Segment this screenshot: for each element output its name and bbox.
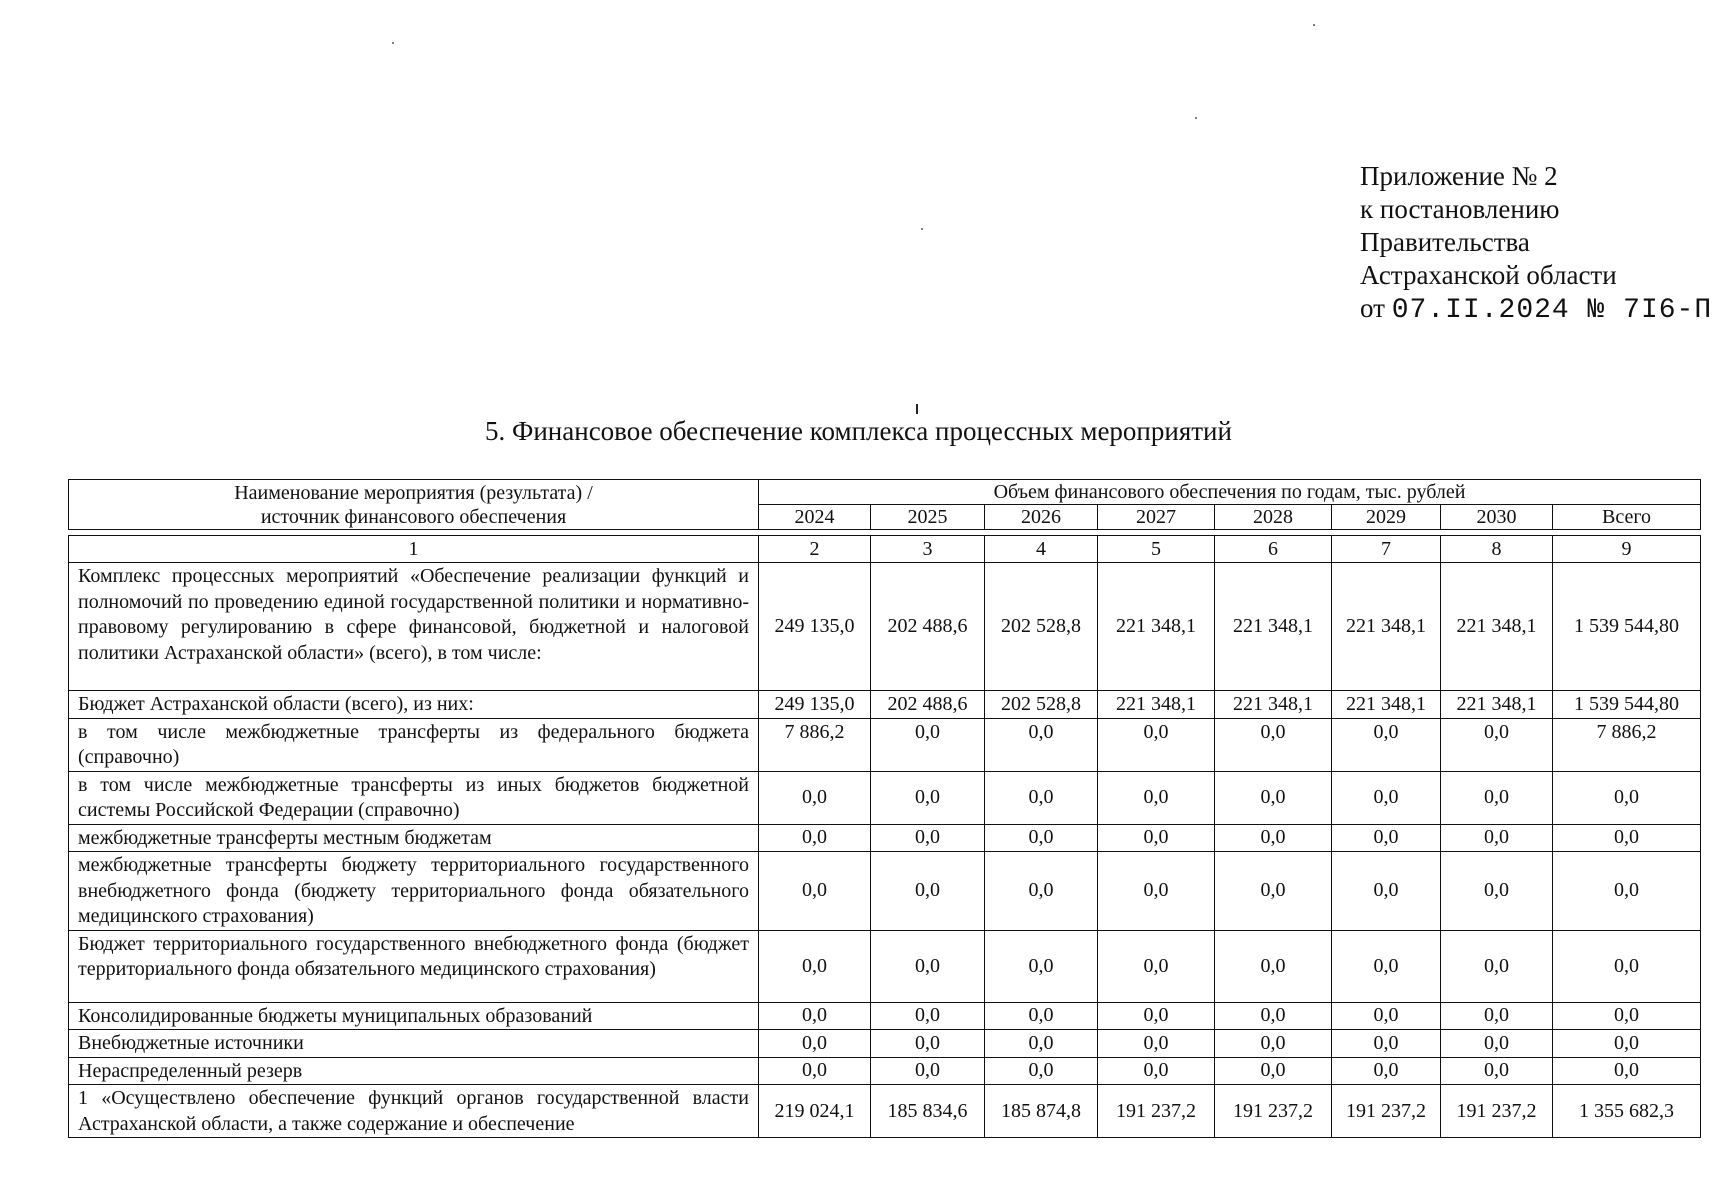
value-cell: 0,0 (1215, 718, 1332, 771)
value-cell: 0,0 (759, 930, 871, 1002)
row-name-cell: в том числе межбюджетные трансферты из иных бюджетов бюджетной системы Российской Федерации (справочно) (69, 771, 759, 824)
value-cell: 0,0 (759, 1030, 871, 1058)
value-cell: 0,0 (871, 1057, 985, 1085)
value-cell: 0,0 (871, 852, 985, 931)
column-number-cell: 5 (1098, 536, 1215, 563)
value-cell: 0,0 (1441, 930, 1553, 1002)
value-cell: 0,0 (759, 852, 871, 931)
table-row (69, 1085, 1701, 1138)
column-number-cell: 1 (69, 536, 759, 563)
scan-mark (916, 404, 918, 414)
row-name-cell: Внебюджетные источники (69, 1030, 759, 1058)
value-cell: 191 237,2 (1332, 1085, 1441, 1138)
value-cell: 0,0 (1441, 824, 1553, 852)
row-name-cell: Бюджет территориального государственного внебюджетного фонда (бюджет территориального фонда обязательного медицинского страхования) (69, 930, 759, 1002)
appendix-line-3: Правительства (1360, 227, 1530, 257)
row-name-cell: Бюджет Астраханской области (всего), из них: (69, 691, 759, 719)
value-cell: 0,0 (1553, 852, 1701, 931)
row-name-cell: Комплекс процессных мероприятий «Обеспечение реализации функций и полномочий по проведению единой государственной политики и нормативно-правовому регулированию в сфере финансовой, бюджетной и налоговой политики Астраханской области» (всего), в том числе: (69, 563, 759, 691)
scan-speck (921, 228, 923, 230)
year-header-cell: 2026 (985, 505, 1098, 530)
value-cell: 221 348,1 (1332, 563, 1441, 691)
value-cell: 0,0 (1215, 1030, 1332, 1058)
name-header-line-1: Наименование мероприятия (результата) / (234, 481, 593, 504)
value-cell: 221 348,1 (1332, 691, 1441, 719)
value-cell: 0,0 (1098, 852, 1215, 931)
value-cell: 0,0 (1215, 930, 1332, 1002)
value-cell: 0,0 (871, 718, 985, 771)
table-row (69, 718, 1701, 771)
value-cell: 0,0 (1098, 718, 1215, 771)
scan-speck (392, 42, 394, 44)
table-header (68, 479, 1701, 530)
value-cell: 202 528,8 (985, 563, 1098, 691)
row-name-cell: в том числе межбюджетные трансферты из федерального бюджета (справочно) (69, 718, 759, 771)
value-cell: 0,0 (871, 1030, 985, 1058)
column-number-row (69, 536, 1701, 563)
table-row (69, 563, 1701, 691)
value-cell: 0,0 (1553, 771, 1701, 824)
appendix-block (1360, 160, 1712, 327)
value-cell: 1 355 682,3 (1553, 1085, 1701, 1138)
year-header-cell: Всего (1553, 505, 1701, 530)
value-cell: 249 135,0 (759, 563, 871, 691)
section-title: 5. Финансовое обеспечение комплекса процессных мероприятий (485, 416, 1232, 446)
value-cell: 0,0 (1215, 1057, 1332, 1085)
value-cell: 0,0 (871, 930, 985, 1002)
row-name-cell: Консолидированные бюджеты муниципальных образований (69, 1002, 759, 1030)
value-cell: 0,0 (985, 718, 1098, 771)
value-cell: 0,0 (1215, 771, 1332, 824)
value-cell: 0,0 (985, 1002, 1098, 1030)
value-cell: 0,0 (759, 1002, 871, 1030)
value-cell: 191 237,2 (1098, 1085, 1215, 1138)
value-cell: 185 874,8 (985, 1085, 1098, 1138)
value-cell: 191 237,2 (1441, 1085, 1553, 1138)
value-cell: 221 348,1 (1441, 691, 1553, 719)
value-cell: 191 237,2 (1215, 1085, 1332, 1138)
column-number-cell: 2 (759, 536, 871, 563)
table-row (69, 1057, 1701, 1085)
volume-header: Объем финансового обеспечения по годам, тыс. рублей (759, 480, 1701, 505)
value-cell: 221 348,1 (1215, 563, 1332, 691)
value-cell: 0,0 (1332, 930, 1441, 1002)
value-cell: 0,0 (1215, 852, 1332, 931)
column-number-cell: 4 (985, 536, 1098, 563)
value-cell: 221 348,1 (1215, 691, 1332, 719)
value-cell: 185 834,6 (871, 1085, 985, 1138)
row-name-cell: межбюджетные трансферты местным бюджетам (69, 824, 759, 852)
value-cell: 0,0 (1441, 718, 1553, 771)
value-cell: 0,0 (1332, 1057, 1441, 1085)
appendix-line-2: к постановлению (1360, 194, 1560, 224)
column-number-cell: 8 (1441, 536, 1553, 563)
value-cell: 0,0 (1553, 824, 1701, 852)
value-cell: 221 348,1 (1098, 563, 1215, 691)
table-row (69, 691, 1701, 719)
value-cell: 1 539 544,80 (1553, 563, 1701, 691)
value-cell: 0,0 (1441, 1030, 1553, 1058)
year-header-cell: 2030 (1441, 505, 1553, 530)
value-cell: 219 024,1 (759, 1085, 871, 1138)
year-header-cell: 2029 (1332, 505, 1441, 530)
value-cell: 7 886,2 (1553, 718, 1701, 771)
value-cell: 0,0 (1098, 1057, 1215, 1085)
value-cell: 7 886,2 (759, 718, 871, 771)
row-name-cell: 1 «Осуществлено обеспечение функций органов государственной власти Астраханской области, а также содержание и обеспечение (69, 1085, 759, 1138)
value-cell: 0,0 (1332, 1002, 1441, 1030)
table-row (69, 852, 1701, 931)
value-cell: 221 348,1 (1441, 563, 1553, 691)
value-cell: 0,0 (1553, 930, 1701, 1002)
column-number-cell: 6 (1215, 536, 1332, 563)
appendix-line-4: Астраханской области (1360, 260, 1617, 290)
year-header-cell: 2028 (1215, 505, 1332, 530)
value-cell: 0,0 (1215, 824, 1332, 852)
value-cell: 0,0 (985, 1030, 1098, 1058)
value-cell: 0,0 (1441, 1002, 1553, 1030)
value-cell: 0,0 (1332, 718, 1441, 771)
value-cell: 0,0 (1098, 824, 1215, 852)
value-cell: 0,0 (1441, 1057, 1553, 1085)
scan-speck (1313, 24, 1315, 26)
table-row (69, 824, 1701, 852)
value-cell: 0,0 (759, 824, 871, 852)
value-cell: 0,0 (1553, 1030, 1701, 1058)
table-row (69, 771, 1701, 824)
value-cell: 0,0 (985, 771, 1098, 824)
value-cell: 0,0 (985, 930, 1098, 1002)
scan-speck (1195, 117, 1197, 119)
row-name-cell: Нераспределенный резерв (69, 1057, 759, 1085)
value-cell: 1 539 544,80 (1553, 691, 1701, 719)
value-cell: 0,0 (1098, 930, 1215, 1002)
value-cell: 0,0 (1215, 1002, 1332, 1030)
value-cell: 0,0 (871, 1002, 985, 1030)
value-cell: 202 488,6 (871, 691, 985, 719)
column-number-cell: 7 (1332, 536, 1441, 563)
value-cell: 0,0 (871, 824, 985, 852)
value-cell: 0,0 (759, 1057, 871, 1085)
value-cell: 0,0 (1441, 852, 1553, 931)
value-cell: 0,0 (1332, 824, 1441, 852)
value-cell: 0,0 (985, 824, 1098, 852)
financing-table (68, 535, 1701, 1138)
name-header-line-2: источник финансового обеспечения (260, 505, 567, 528)
value-cell: 0,0 (1441, 771, 1553, 824)
value-cell: 0,0 (1332, 771, 1441, 824)
value-cell: 0,0 (1553, 1057, 1701, 1085)
value-cell: 202 488,6 (871, 563, 985, 691)
table-row (69, 930, 1701, 1002)
table-row (69, 1030, 1701, 1058)
value-cell: 0,0 (985, 852, 1098, 931)
value-cell: 249 135,0 (759, 691, 871, 719)
value-cell: 0,0 (1098, 1002, 1215, 1030)
name-column-header (69, 480, 759, 530)
value-cell: 0,0 (1332, 852, 1441, 931)
column-number-cell: 3 (871, 536, 985, 563)
table-row (69, 1002, 1701, 1030)
appendix-line-1: Приложение № 2 (1360, 161, 1558, 191)
appendix-date-prefix: от (1360, 293, 1385, 323)
value-cell: 0,0 (985, 1057, 1098, 1085)
value-cell: 0,0 (871, 771, 985, 824)
value-cell: 202 528,8 (985, 691, 1098, 719)
year-header-cell: 2025 (871, 505, 985, 530)
value-cell: 0,0 (1332, 1030, 1441, 1058)
row-name-cell: межбюджетные трансферты бюджету территориального государственного внебюджетного фонда (бюджету территориального фонда обязательного медицинского страхования) (69, 852, 759, 931)
value-cell: 0,0 (759, 771, 871, 824)
value-cell: 221 348,1 (1098, 691, 1215, 719)
year-header-cell: 2024 (759, 505, 871, 530)
appendix-date-number: 07.II.2024 № 7I6-П (1391, 295, 1713, 326)
year-header-cell: 2027 (1098, 505, 1215, 530)
value-cell: 0,0 (1553, 1002, 1701, 1030)
column-number-cell: 9 (1553, 536, 1701, 563)
appendix-date-line (1360, 292, 1712, 327)
value-cell: 0,0 (1098, 1030, 1215, 1058)
value-cell: 0,0 (1098, 771, 1215, 824)
